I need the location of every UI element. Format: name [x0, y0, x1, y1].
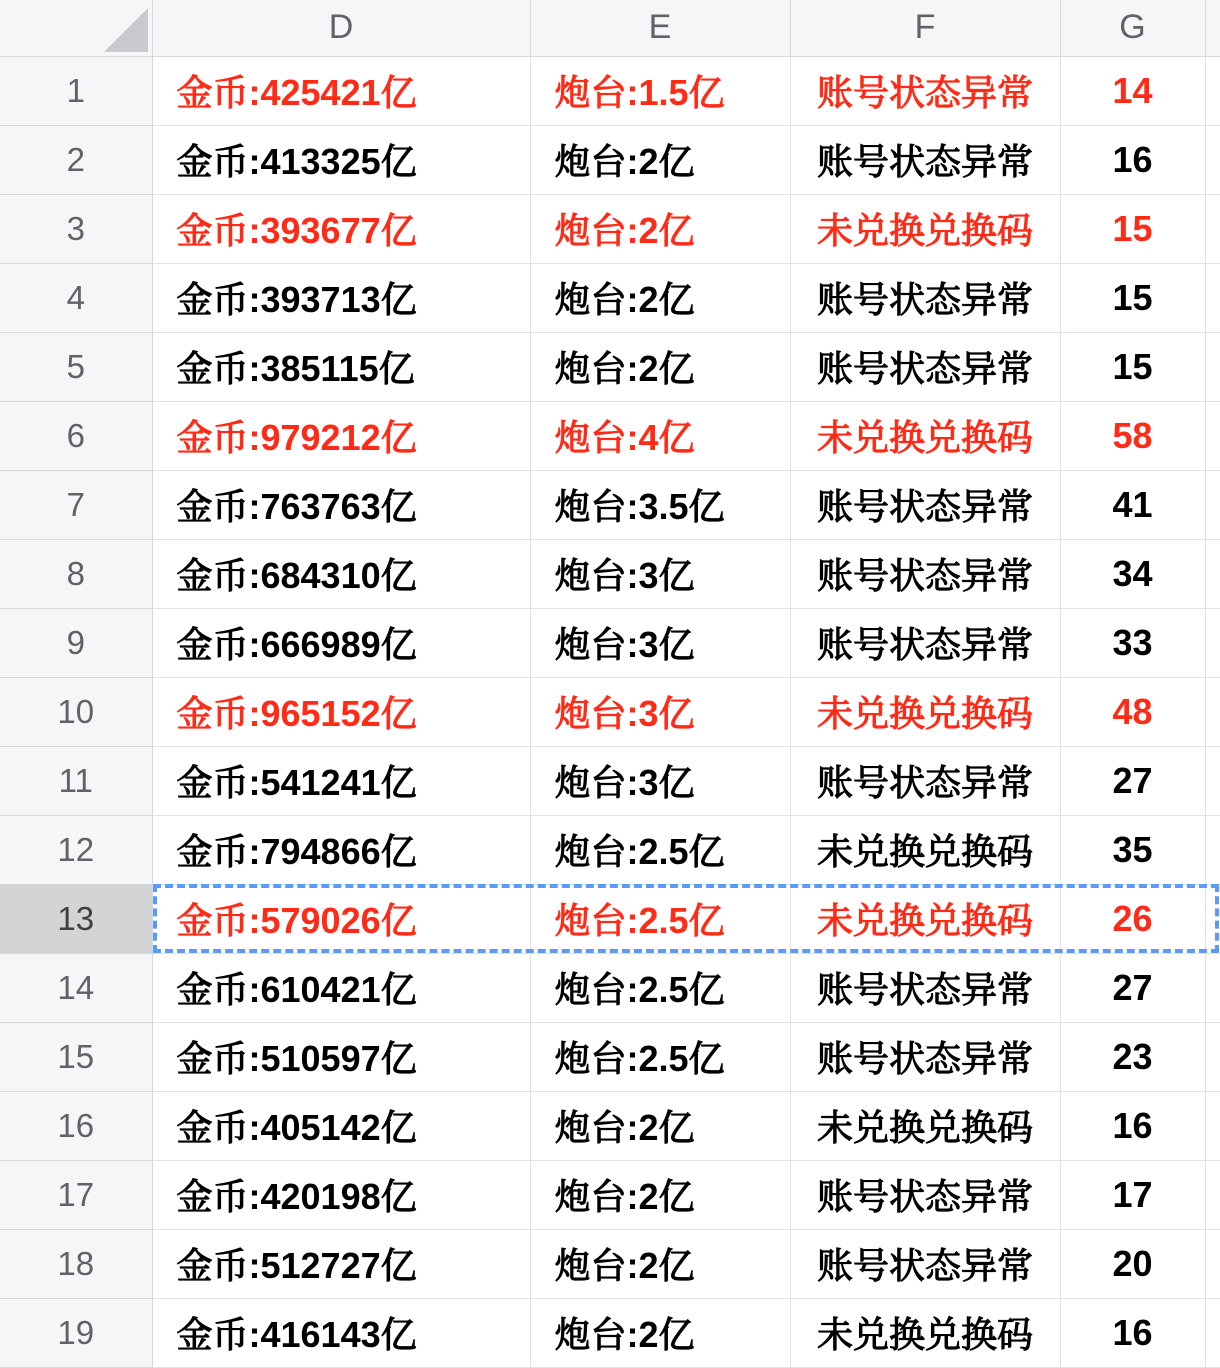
- cell-G[interactable]: 33: [1060, 608, 1205, 677]
- cell-G[interactable]: 26: [1060, 884, 1205, 953]
- row-header[interactable]: 3: [0, 194, 152, 263]
- cell-overflow[interactable]: [1205, 1022, 1220, 1091]
- cell-F[interactable]: 未兑换兑换码: [790, 1091, 1060, 1160]
- table-row[interactable]: [0, 401, 1220, 470]
- column-header-D[interactable]: D: [152, 0, 530, 56]
- table-row[interactable]: [0, 539, 1220, 608]
- table-row[interactable]: [0, 677, 1220, 746]
- row-header[interactable]: 18: [0, 1229, 152, 1298]
- cell-F[interactable]: 未兑换兑换码: [790, 194, 1060, 263]
- cell-G[interactable]: 58: [1060, 401, 1205, 470]
- cell-D[interactable]: 金币:979212亿: [152, 401, 530, 470]
- cell-F[interactable]: 账号状态异常: [790, 1229, 1060, 1298]
- cell-D[interactable]: 金币:794866亿: [152, 815, 530, 884]
- table-row[interactable]: [0, 953, 1220, 1022]
- cell-overflow[interactable]: [1205, 953, 1220, 1022]
- cell-D[interactable]: 金币:763763亿: [152, 470, 530, 539]
- row-header[interactable]: 8: [0, 539, 152, 608]
- cell-F[interactable]: 未兑换兑换码: [790, 677, 1060, 746]
- row-header[interactable]: 6: [0, 401, 152, 470]
- cell-G[interactable]: 27: [1060, 953, 1205, 1022]
- cell-E[interactable]: 炮台:3亿: [530, 608, 790, 677]
- table-row[interactable]: [0, 470, 1220, 539]
- cell-D[interactable]: 金币:512727亿: [152, 1229, 530, 1298]
- cell-E[interactable]: 炮台:2亿: [530, 263, 790, 332]
- cell-E[interactable]: 炮台:2亿: [530, 1160, 790, 1229]
- table-row[interactable]: [0, 1298, 1220, 1367]
- cell-F[interactable]: 账号状态异常: [790, 746, 1060, 815]
- cell-E[interactable]: 炮台:3亿: [530, 746, 790, 815]
- cell-G[interactable]: 16: [1060, 1091, 1205, 1160]
- cell-F[interactable]: 未兑换兑换码: [790, 884, 1060, 953]
- column-header-F[interactable]: F: [790, 0, 1060, 56]
- cell-E[interactable]: 炮台:2.5亿: [530, 884, 790, 953]
- cell-overflow[interactable]: [1205, 1091, 1220, 1160]
- cell-E[interactable]: 炮台:3亿: [530, 539, 790, 608]
- cell-E[interactable]: 炮台:3.5亿: [530, 470, 790, 539]
- cell-G[interactable]: 41: [1060, 470, 1205, 539]
- grid-body: [0, 56, 1220, 1367]
- row-header[interactable]: 9: [0, 608, 152, 677]
- row-header[interactable]: 1: [0, 56, 152, 125]
- cell-E[interactable]: 炮台:2亿: [530, 1298, 790, 1367]
- cell-G[interactable]: 15: [1060, 194, 1205, 263]
- cell-overflow[interactable]: [1205, 125, 1220, 194]
- cell-overflow[interactable]: [1205, 815, 1220, 884]
- cell-D[interactable]: 金币:425421亿: [152, 56, 530, 125]
- cell-E[interactable]: 炮台:3亿: [530, 677, 790, 746]
- cell-D[interactable]: 金币:413325亿: [152, 125, 530, 194]
- cell-G[interactable]: 14: [1060, 56, 1205, 125]
- cell-G[interactable]: 15: [1060, 332, 1205, 401]
- row-header[interactable]: 16: [0, 1091, 152, 1160]
- row-header[interactable]: 5: [0, 332, 152, 401]
- cell-F[interactable]: 账号状态异常: [790, 263, 1060, 332]
- cell-D[interactable]: 金币:610421亿: [152, 953, 530, 1022]
- table-row[interactable]: [0, 194, 1220, 263]
- cell-D[interactable]: 金币:684310亿: [152, 539, 530, 608]
- cell-F[interactable]: 账号状态异常: [790, 953, 1060, 1022]
- cell-F[interactable]: 账号状态异常: [790, 539, 1060, 608]
- cell-G[interactable]: 23: [1060, 1022, 1205, 1091]
- cell-D[interactable]: 金币:405142亿: [152, 1091, 530, 1160]
- cell-F[interactable]: 账号状态异常: [790, 1160, 1060, 1229]
- row-header[interactable]: 10: [0, 677, 152, 746]
- table-row[interactable]: [0, 56, 1220, 125]
- table-row-selected[interactable]: [0, 884, 1220, 953]
- table-row[interactable]: [0, 608, 1220, 677]
- cell-D[interactable]: 金币:420198亿: [152, 1160, 530, 1229]
- cell-overflow[interactable]: [1205, 194, 1220, 263]
- column-header-E[interactable]: E: [530, 0, 790, 56]
- row-header[interactable]: 14: [0, 953, 152, 1022]
- cell-D[interactable]: 金币:965152亿: [152, 677, 530, 746]
- row-header[interactable]: 11: [0, 746, 152, 815]
- cell-G[interactable]: 35: [1060, 815, 1205, 884]
- cell-E[interactable]: 炮台:2亿: [530, 194, 790, 263]
- cell-E[interactable]: 炮台:2.5亿: [530, 953, 790, 1022]
- cell-overflow[interactable]: [1205, 1298, 1220, 1367]
- cell-G[interactable]: 17: [1060, 1160, 1205, 1229]
- cell-F[interactable]: 账号状态异常: [790, 1022, 1060, 1091]
- cell-F[interactable]: 未兑换兑换码: [790, 401, 1060, 470]
- cell-overflow[interactable]: [1205, 1160, 1220, 1229]
- select-all-corner[interactable]: [0, 0, 152, 56]
- table-row[interactable]: [0, 263, 1220, 332]
- cell-E[interactable]: 炮台:2亿: [530, 332, 790, 401]
- cell-E[interactable]: 炮台:2.5亿: [530, 1022, 790, 1091]
- column-header-G[interactable]: G: [1060, 0, 1205, 56]
- row-header[interactable]: 4: [0, 263, 152, 332]
- row-header[interactable]: 19: [0, 1298, 152, 1367]
- cell-overflow[interactable]: [1205, 539, 1220, 608]
- table-row[interactable]: [0, 125, 1220, 194]
- column-header-partial[interactable]: [1205, 0, 1220, 56]
- cell-E[interactable]: 炮台:4亿: [530, 401, 790, 470]
- row-header[interactable]: 7: [0, 470, 152, 539]
- row-header[interactable]: 2: [0, 125, 152, 194]
- cell-overflow[interactable]: [1205, 263, 1220, 332]
- cell-D[interactable]: 金币:393713亿: [152, 263, 530, 332]
- cell-D[interactable]: 金币:393677亿: [152, 194, 530, 263]
- table-row[interactable]: [0, 746, 1220, 815]
- cell-F[interactable]: 未兑换兑换码: [790, 1298, 1060, 1367]
- cell-overflow[interactable]: [1205, 677, 1220, 746]
- cell-F[interactable]: 未兑换兑换码: [790, 815, 1060, 884]
- row-header[interactable]: 13: [0, 884, 152, 953]
- cell-D[interactable]: 金币:579026亿: [152, 884, 530, 953]
- table-row[interactable]: [0, 1091, 1220, 1160]
- cell-overflow[interactable]: [1205, 746, 1220, 815]
- column-header-row: [0, 0, 1220, 56]
- table-row[interactable]: [0, 332, 1220, 401]
- cell-G[interactable]: 15: [1060, 263, 1205, 332]
- cell-D[interactable]: 金币:541241亿: [152, 746, 530, 815]
- cell-E[interactable]: 炮台:2亿: [530, 125, 790, 194]
- cell-E[interactable]: 炮台:2亿: [530, 1229, 790, 1298]
- cell-E[interactable]: 炮台:1.5亿: [530, 56, 790, 125]
- row-header[interactable]: 15: [0, 1022, 152, 1091]
- cell-D[interactable]: 金币:385115亿: [152, 332, 530, 401]
- row-header[interactable]: 17: [0, 1160, 152, 1229]
- cell-D[interactable]: 金币:666989亿: [152, 608, 530, 677]
- cell-G[interactable]: 20: [1060, 1229, 1205, 1298]
- cell-F[interactable]: 账号状态异常: [790, 470, 1060, 539]
- cell-overflow[interactable]: [1205, 56, 1220, 125]
- cell-G[interactable]: 48: [1060, 677, 1205, 746]
- cell-overflow[interactable]: [1205, 470, 1220, 539]
- cell-F[interactable]: 账号状态异常: [790, 125, 1060, 194]
- table-row[interactable]: [0, 1229, 1220, 1298]
- cell-overflow[interactable]: [1205, 1229, 1220, 1298]
- cell-overflow[interactable]: [1205, 884, 1220, 953]
- cell-F[interactable]: 账号状态异常: [790, 608, 1060, 677]
- cell-overflow[interactable]: [1205, 401, 1220, 470]
- cell-G[interactable]: 16: [1060, 125, 1205, 194]
- table-row[interactable]: [0, 1160, 1220, 1229]
- cell-F[interactable]: 账号状态异常: [790, 56, 1060, 125]
- cell-G[interactable]: 34: [1060, 539, 1205, 608]
- table-row[interactable]: [0, 1022, 1220, 1091]
- row-header[interactable]: 12: [0, 815, 152, 884]
- cell-D[interactable]: 金币:416143亿: [152, 1298, 530, 1367]
- cell-E[interactable]: 炮台:2亿: [530, 1091, 790, 1160]
- cell-E[interactable]: 炮台:2.5亿: [530, 815, 790, 884]
- cell-G[interactable]: 27: [1060, 746, 1205, 815]
- cell-overflow[interactable]: [1205, 608, 1220, 677]
- select-all-triangle-icon: [104, 8, 148, 52]
- cell-G[interactable]: 16: [1060, 1298, 1205, 1367]
- cell-F[interactable]: 账号状态异常: [790, 332, 1060, 401]
- cell-D[interactable]: 金币:510597亿: [152, 1022, 530, 1091]
- table-row[interactable]: [0, 815, 1220, 884]
- cell-overflow[interactable]: [1205, 332, 1220, 401]
